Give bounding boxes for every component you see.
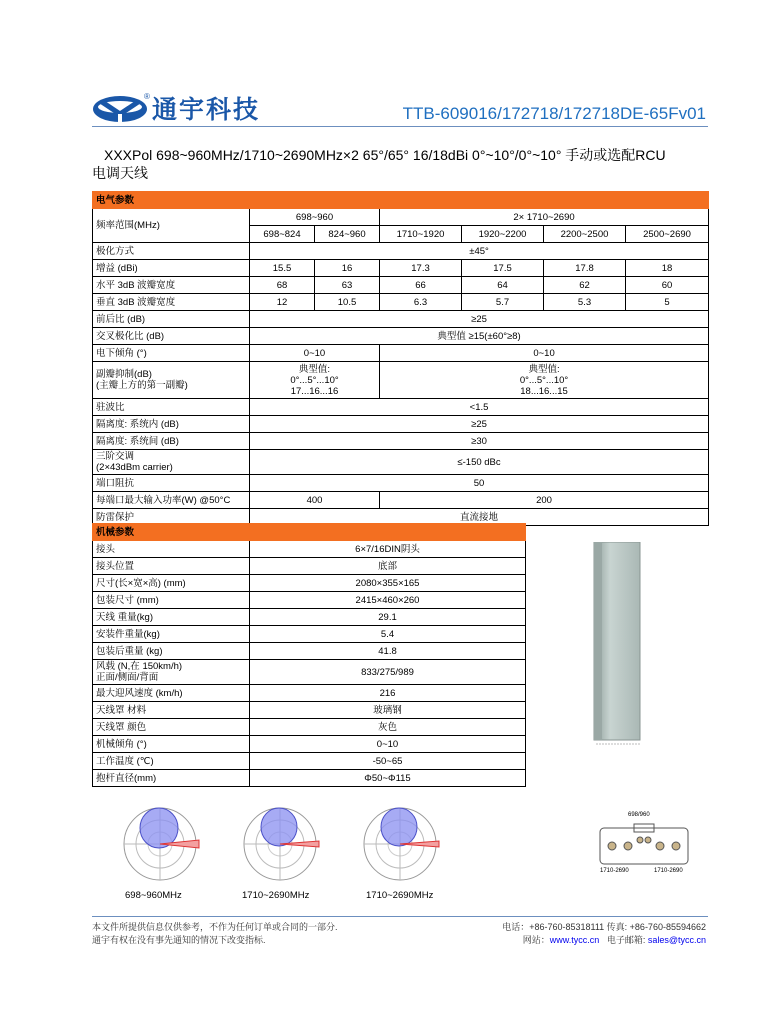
im-label [93, 450, 250, 475]
hbw-label: 水平 3dB 波瓣宽度 [93, 277, 250, 294]
mech-value: -50~65 [250, 753, 526, 770]
hbw-value: 62 [544, 277, 626, 294]
mech-value: 41.8 [250, 643, 526, 660]
mech-value: 5.4 [250, 626, 526, 643]
electrical-spec-table [92, 191, 709, 526]
sll-high-line: 典型值: [528, 363, 560, 375]
port-diagram [596, 812, 692, 878]
company-logo [92, 92, 272, 126]
hbw-value: 64 [462, 277, 544, 294]
sub-band: 698~824 [250, 226, 315, 243]
mech-value: 6×7/16DIN阴头 [250, 541, 526, 558]
mech-value: 灰色 [250, 719, 526, 736]
power-label: 每端口最大输入功率(W) @50°C [93, 492, 250, 509]
xpol-label: 交叉极化比 (dB) [93, 328, 250, 345]
gain-value: 17.8 [544, 260, 626, 277]
tilt-high: 0~10 [380, 345, 709, 362]
gain-label: 增益 (dBi) [93, 260, 250, 277]
vbw-value: 12 [250, 294, 315, 311]
wind-label-line2: 正面/侧面/背面 [96, 672, 159, 683]
sll-high [380, 362, 709, 399]
freq-label: 频率范围(MHz) [93, 209, 250, 243]
section-header-mechanical: 机械参数 [93, 524, 526, 541]
fb-value: ≥25 [250, 311, 709, 328]
website-link[interactable]: www.tycc.cn [549, 935, 600, 945]
mech-label: 安装件重量(kg) [93, 626, 250, 643]
header-divider [92, 126, 708, 127]
vswr-label: 驻波比 [93, 399, 250, 416]
imp-value: 50 [250, 475, 709, 492]
registered-mark: ® [144, 92, 150, 101]
wind-label-line1: 风载 (N,在 150km/h) [96, 661, 183, 672]
mech-value: 0~10 [250, 736, 526, 753]
lightning-value: 直流接地 [250, 509, 709, 526]
mech-label: 工作温度 (℃) [93, 753, 250, 770]
mech-value: 216 [250, 685, 526, 702]
port-left-label: 1710-2690 [600, 868, 629, 874]
mech-label: 机械倾角 (°) [93, 736, 250, 753]
vbw-value: 10.5 [315, 294, 380, 311]
mech-label: 包装后重量 (kg) [93, 643, 250, 660]
sub-band: 824~960 [315, 226, 380, 243]
port-right-label: 1710-2690 [654, 868, 683, 874]
sll-label-line2: (主瓣上方的第一副瓣) [96, 380, 188, 391]
logo-mark-icon [92, 92, 150, 126]
gain-value: 16 [315, 260, 380, 277]
email-link[interactable]: sales@tycc.cn [647, 935, 706, 945]
vbw-value: 5 [626, 294, 709, 311]
footer-divider [92, 916, 708, 917]
mech-value: 2080×355×165 [250, 575, 526, 592]
section-header-electrical: 电气参数 [93, 192, 709, 209]
sll-label-line1: 副瓣抑制(dB) [96, 369, 152, 380]
mech-label: 包装尺寸 (mm) [93, 592, 250, 609]
mech-label: 接头位置 [93, 558, 250, 575]
brand-name: 通宇科技 [152, 95, 261, 124]
model-number: TTB-609016/172718/172718DE-65Fv01 [402, 104, 706, 123]
sll-high-line: 18...16...15 [520, 385, 568, 397]
mail-label: 电子邮箱: [606, 935, 648, 945]
mechanical-spec-table [92, 523, 526, 787]
mech-label: 接头 [93, 541, 250, 558]
sub-band: 1710~1920 [380, 226, 462, 243]
footer-phone: 电话：+86-760-85318111 传真: +86-760-85594662 [502, 922, 706, 932]
fb-label: 前后比 (dB) [93, 311, 250, 328]
mech-label: 天线罩 材料 [93, 702, 250, 719]
hbw-value: 68 [250, 277, 315, 294]
port-top-label: 698/960 [628, 812, 650, 818]
web-label: 网站： [522, 935, 550, 945]
power-high: 200 [380, 492, 709, 509]
radiation-pattern-3 [355, 802, 445, 882]
footer-contact [523, 933, 706, 946]
pol-value: ±45° [250, 243, 709, 260]
im-value: ≤-150 dBc [250, 450, 709, 475]
im-label-line1: 三阶交调 [96, 451, 135, 462]
sll-low-line: 典型值: [298, 363, 331, 375]
power-low: 400 [250, 492, 380, 509]
sll-low-line: 17...16...16 [290, 385, 339, 397]
xpol-value: 典型值 ≥15(±60°≥8) [250, 328, 709, 345]
mech-value: 2415×460×260 [250, 592, 526, 609]
mech-value: 底部 [250, 558, 526, 575]
hbw-value: 66 [380, 277, 462, 294]
antenna-image [590, 542, 646, 747]
sub-band: 1920~2200 [462, 226, 544, 243]
im-label-line2: (2×43dBm carrier) [96, 462, 173, 473]
tilt-label: 电下倾角 (°) [93, 345, 250, 362]
iso-inter-value: ≥30 [250, 433, 709, 450]
hbw-value: 63 [315, 277, 380, 294]
mech-value: 29.1 [250, 609, 526, 626]
imp-label: 端口阻抗 [93, 475, 250, 492]
mech-label: 天线罩 颜色 [93, 719, 250, 736]
wind-value: 833/275/989 [250, 660, 526, 685]
mech-label: 最大迎风速度 (km/h) [93, 685, 250, 702]
sll-label [93, 362, 250, 399]
radiation-pattern-1 [115, 802, 205, 882]
pattern-caption-3: 1710~2690MHz [366, 890, 434, 901]
sll-high-line: 0°...5°...10° [519, 374, 569, 386]
band-low: 698~960 [250, 209, 380, 226]
iso-intra-value: ≥25 [250, 416, 709, 433]
gain-value: 15.5 [250, 260, 315, 277]
sll-low [250, 362, 380, 399]
vbw-value: 6.3 [380, 294, 462, 311]
tilt-low: 0~10 [250, 345, 380, 362]
pattern-caption-2: 1710~2690MHz [242, 890, 310, 901]
mech-value: Φ50~Φ115 [250, 770, 526, 787]
mech-label: 抱杆直径(mm) [93, 770, 250, 787]
footer-disclaimer-1: 本文件所提供信息仅供参考，不作为任何订单或合同的一部分. [92, 922, 338, 932]
mech-value: 玻璃钢 [250, 702, 526, 719]
sub-band: 2500~2690 [626, 226, 709, 243]
hbw-value: 60 [626, 277, 709, 294]
lightning-label: 防雷保护 [93, 509, 250, 526]
pattern-caption-1: 698~960MHz [125, 890, 182, 901]
mech-label: 尺寸(长×宽×高) (mm) [93, 575, 250, 592]
vswr-value: <1.5 [250, 399, 709, 416]
sll-low-line: 0°...5°...10° [290, 374, 339, 386]
vbw-value: 5.7 [462, 294, 544, 311]
gain-value: 17.3 [380, 260, 462, 277]
iso-inter-label: 隔离度: 系统间 (dB) [93, 433, 250, 450]
product-title-line1: XXXPol 698~960MHz/1710~2690MHz×2 65°/65° 16/18dBi 0°~10°/0°~10° 手动或选配RCU [104, 147, 666, 163]
radiation-pattern-2 [235, 802, 325, 882]
vbw-label: 垂直 3dB 波瓣宽度 [93, 294, 250, 311]
pol-label: 极化方式 [93, 243, 250, 260]
mech-label: 天线 重量(kg) [93, 609, 250, 626]
gain-value: 18 [626, 260, 709, 277]
sub-band: 2200~2500 [544, 226, 626, 243]
product-title-line2: 电调天线 [92, 165, 148, 181]
footer-disclaimer-2: 通宇有权在没有事先通知的情况下改变指标. [92, 935, 266, 945]
wind-label [93, 660, 250, 685]
vbw-value: 5.3 [544, 294, 626, 311]
gain-value: 17.5 [462, 260, 544, 277]
band-high: 2× 1710~2690 [380, 209, 709, 226]
iso-intra-label: 隔离度: 系统内 (dB) [93, 416, 250, 433]
